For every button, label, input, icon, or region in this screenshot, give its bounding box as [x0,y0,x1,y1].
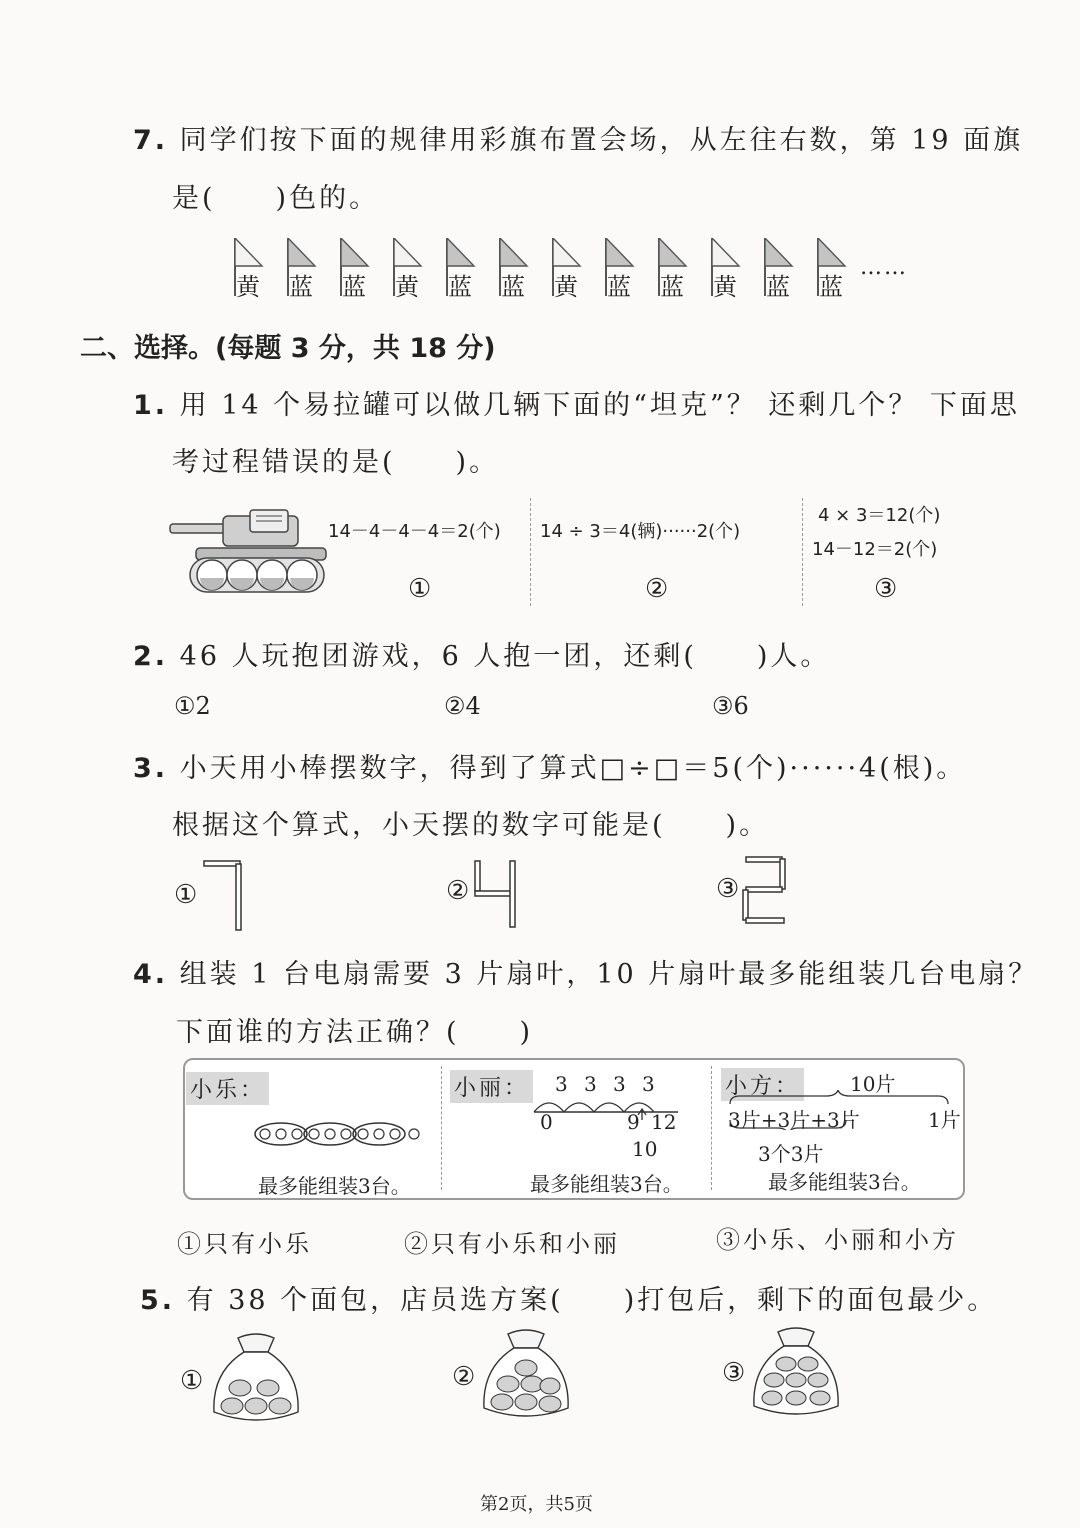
matchstick-two-icon [738,854,794,926]
flag-item [285,238,325,301]
q2-number: 2. [133,641,169,672]
q1-line2: 考过程错误的是( )。 [172,447,500,478]
flag-label: 蓝 [660,273,684,301]
bread-bag-icon [478,1328,574,1422]
flag-item [815,238,855,301]
q5-option-3[interactable]: ③ [722,1358,746,1388]
q1-formula-2: 14 ÷ 3＝4(辆)······2(个) [540,521,741,542]
xiaofang-count: 3个3片 [758,1142,824,1166]
xiaoli-tick-9: 9 [627,1110,640,1134]
flag-item [656,238,696,301]
xiaoli-top-2: 3 [584,1072,597,1096]
q5-option-1[interactable]: ① [180,1366,204,1396]
q7-line2: 是( )色的。 [172,183,380,214]
flag-label: 黄 [713,273,737,301]
flag-item [603,238,643,301]
xiaoli-tick-12: 12 [651,1110,677,1134]
q1-option-1[interactable]: ① [408,574,432,604]
q4-text: 组装 1 台电扇需要 3 片扇叶，10 片扇叶最多能组装几台电扇？ [179,959,1039,990]
flag-item [232,238,272,301]
flag-label: 黄 [554,273,578,301]
flag-ellipsis: …… [860,255,908,280]
xiaoli-tick-0: 0 [540,1110,553,1134]
q3-line2: 根据这个算式，小天摆的数字可能是( )。 [172,810,770,841]
q1-formula-3b: 14－12＝2(个) [812,539,938,560]
q4-option-1[interactable]: ①只有小乐 [177,1230,312,1258]
q1-number: 1. [133,390,169,421]
flag-item [497,238,537,301]
q3-number: 3. [133,753,169,784]
bread-bag-icon [208,1332,304,1426]
xiaoli-result: 最多能组装3台。 [530,1172,683,1196]
tank-illustration [168,508,328,596]
flag-label: 蓝 [766,273,790,301]
q4-option-2[interactable]: ②只有小乐和小丽 [404,1230,620,1258]
bread-bag-icon [748,1326,844,1420]
flag-item [391,238,431,301]
xiaofang-sum: 3片+3片+3片 [728,1108,860,1132]
q7-number: 7. [133,125,169,156]
xiaofang-total: 10片 [850,1072,896,1096]
xiaole-grouping-diagram [254,1120,424,1148]
q5-text: 有 38 个面包，店员选方案( )打包后，剩下的面包最少。 [186,1285,998,1316]
q3-option-3[interactable]: ③ [716,874,740,904]
flag-item [550,238,590,301]
q1-text: 用 14 个易拉罐可以做几辆下面的“坦克”？ 还剩几个？ 下面思 [179,390,1020,421]
q1-option-3[interactable]: ③ [874,574,898,604]
q5-number: 5. [140,1285,176,1316]
flag-label: 黄 [236,273,260,301]
flag-label: 黄 [395,273,419,301]
xiaoli-label: 小丽： [450,1070,533,1103]
flag-item [762,238,802,301]
q3-option-1[interactable]: ① [174,880,198,910]
q1-formula-1: 14－4－4－4＝2(个) [328,521,501,542]
q3-option-2[interactable]: ② [446,876,470,906]
flag-label: 蓝 [289,273,313,301]
flag-item [709,238,749,301]
matchstick-seven-icon [200,858,250,934]
q4-line2: 下面谁的方法正确？( ) [176,1017,534,1048]
q1-formula-3a: 4 × 3＝12(个) [818,505,941,526]
q2-option-2[interactable]: ②4 [444,692,481,720]
q7-line1 [133,118,1023,157]
xiaoli-top-4: 3 [642,1072,655,1096]
q5-option-2[interactable]: ② [452,1362,476,1392]
q5-line1 [140,1278,997,1317]
divider [530,498,531,606]
xiaofang-label: 小方： [721,1068,804,1101]
q2-option-3[interactable]: ③6 [712,692,749,720]
xiaoli-top-1: 3 [555,1072,568,1096]
xiaoli-top-3: 3 [613,1072,626,1096]
q2-text: 46 人玩抱团游戏，6 人抱一团，还剩( )人。 [179,641,831,672]
q2-option-1[interactable]: ①2 [174,692,211,720]
q2-line1 [133,634,830,673]
q1-option-2[interactable]: ② [645,574,669,604]
flag-label: 蓝 [501,273,525,301]
q4-option-3[interactable]: ③小乐、小丽和小方 [716,1226,959,1254]
flag-item [444,238,484,301]
q4-line1 [133,952,1038,991]
flag-label: 蓝 [607,273,631,301]
flag-label: 蓝 [342,273,366,301]
xiaole-label: 小乐： [186,1072,269,1105]
flag-item [338,238,378,301]
divider [441,1066,442,1190]
xiaole-result: 最多能组装3台。 [258,1174,411,1198]
flag-label: 蓝 [819,273,843,301]
q1-line1 [133,383,1020,422]
flag-label: 蓝 [448,273,472,301]
page-number: 第2页，共5页 [480,1494,593,1515]
q7-text: 同学们按下面的规律用彩旗布置会场，从左往右数，第 19 面旗 [179,125,1024,156]
xiaofang-rest: 1片 [928,1108,961,1132]
q4-number: 4. [133,959,169,990]
q3-text: 小天用小棒摆数字，得到了算式□÷□＝5(个)······4(根)。 [179,753,967,784]
xiaoli-tick-10: 10 [632,1137,658,1161]
q3-line1 [133,746,966,785]
section-title: 二、选择。(每题 3 分，共 18 分) [80,333,496,364]
xiaofang-result: 最多能组装3台。 [768,1170,921,1194]
matchstick-four-icon [470,858,526,930]
divider [711,1066,712,1190]
divider [802,498,803,606]
